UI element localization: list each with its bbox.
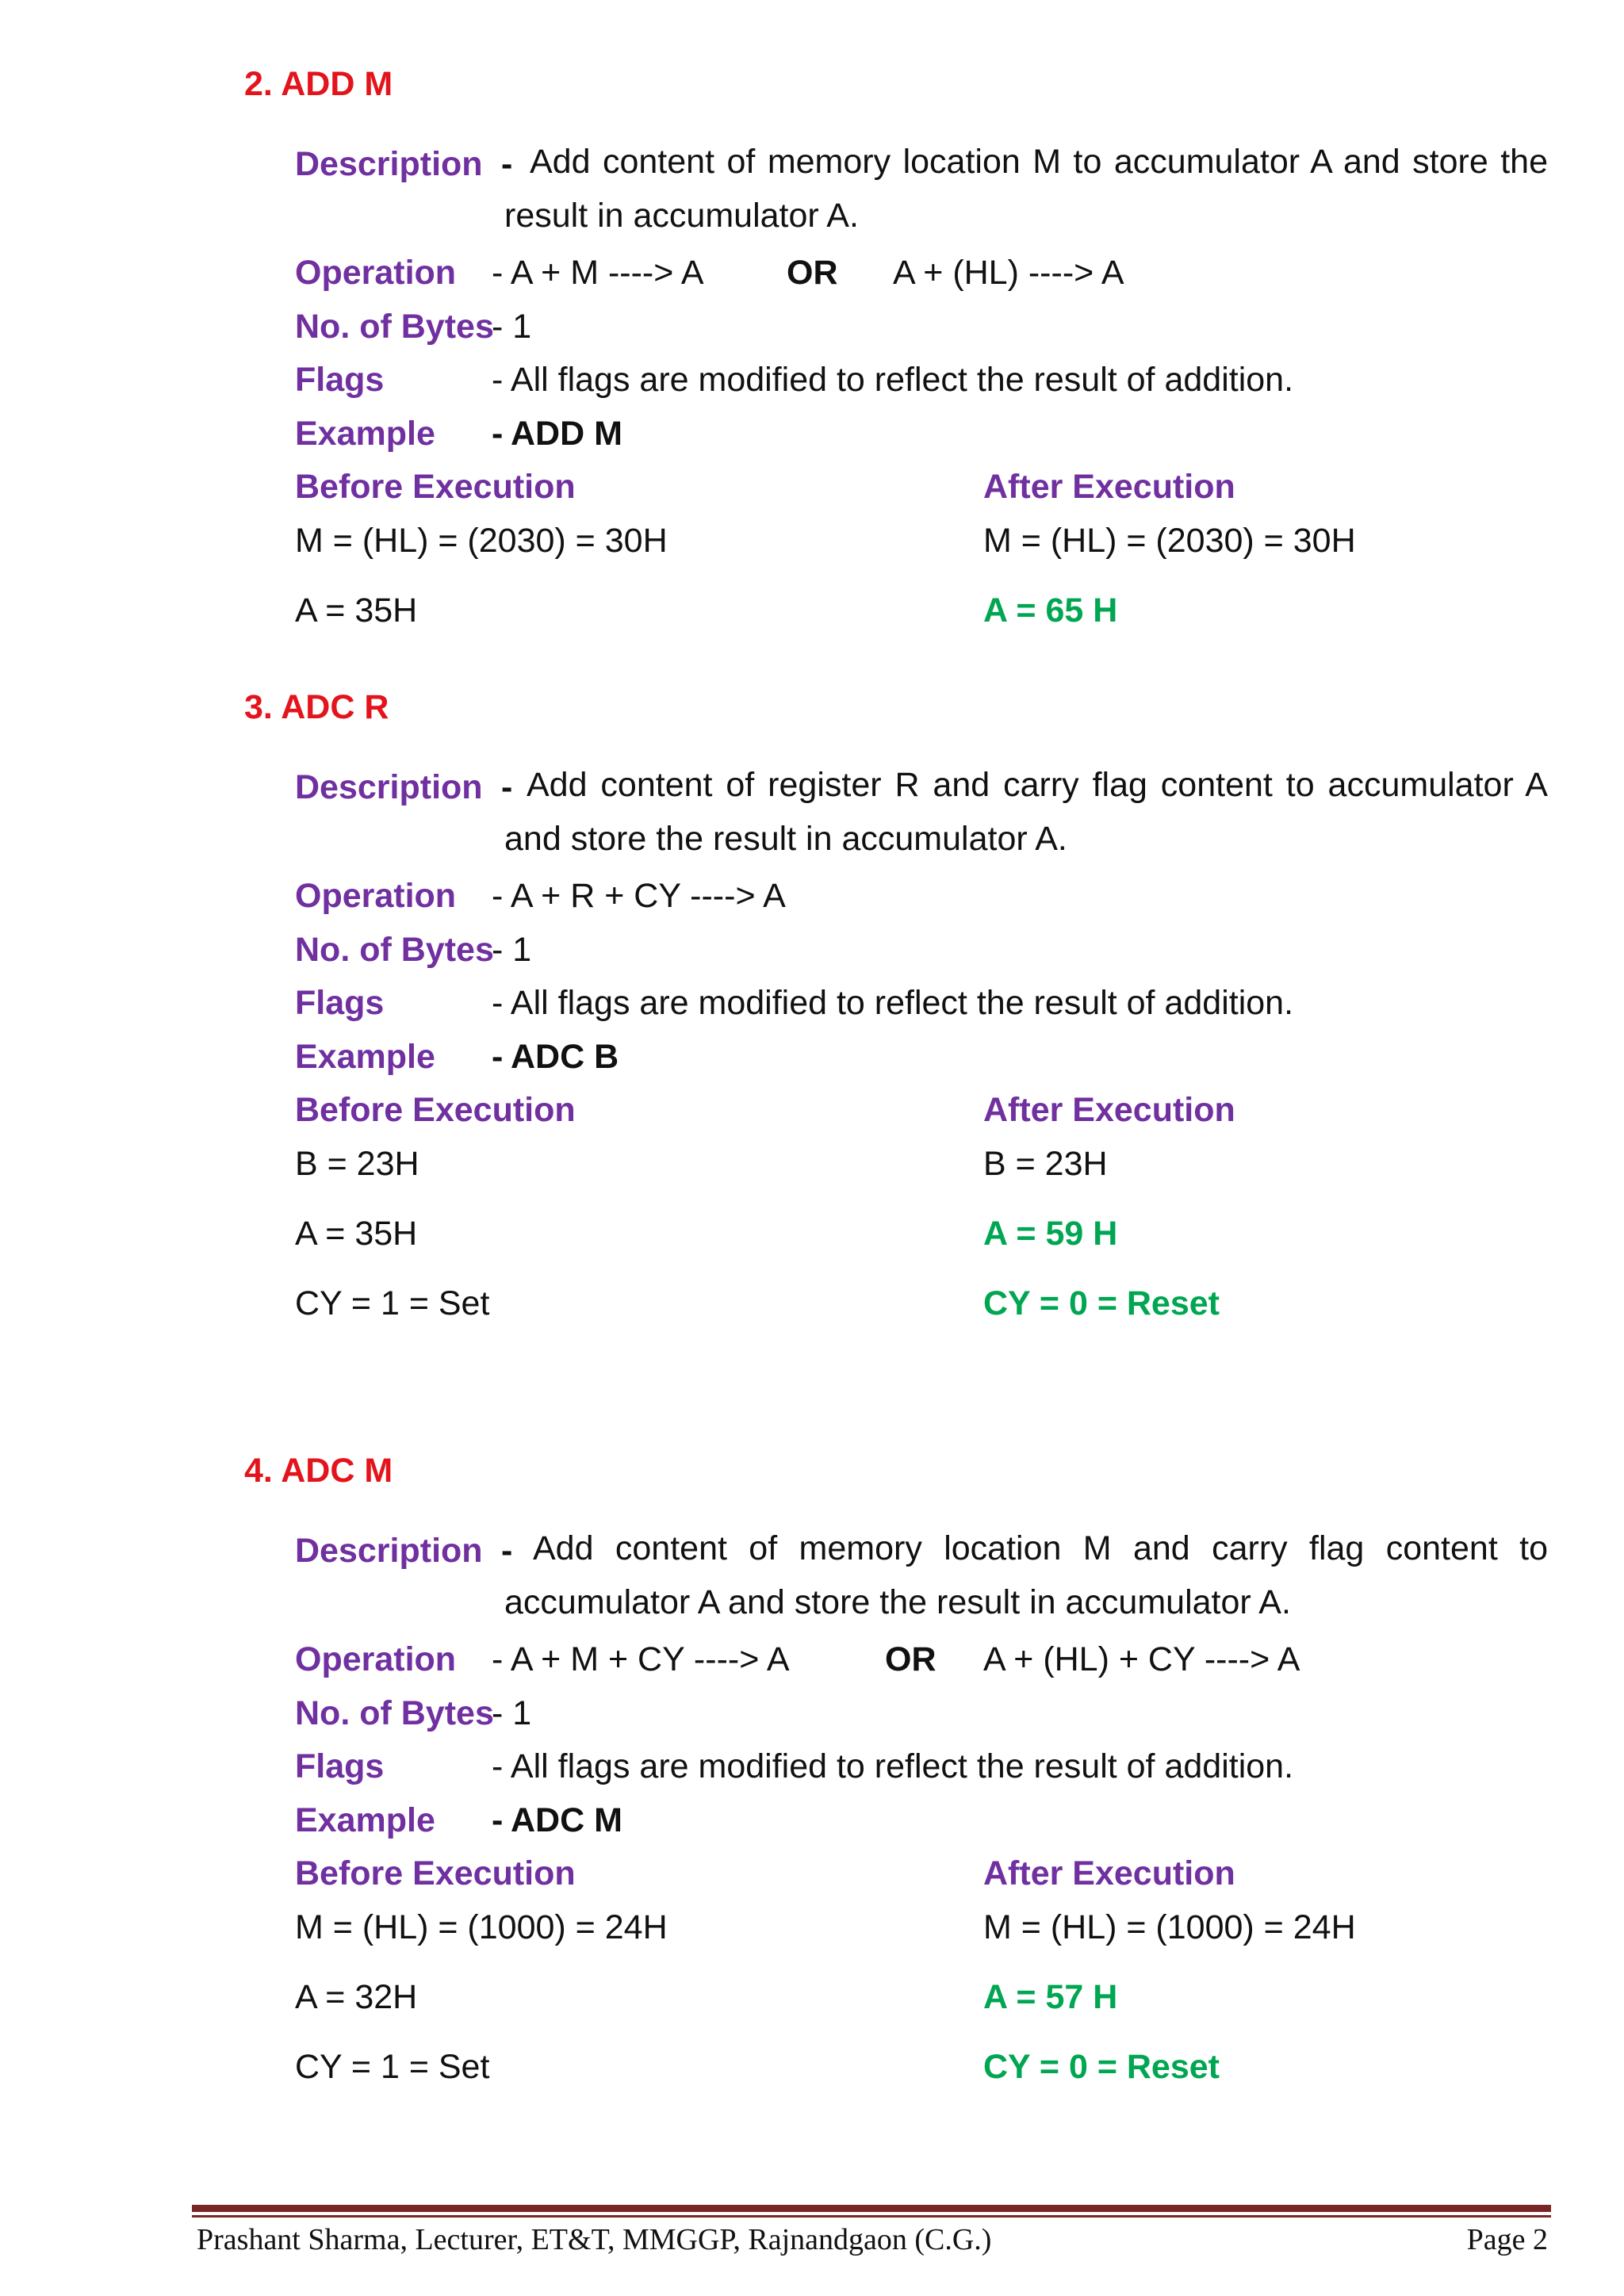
operation-or: OR xyxy=(885,1640,936,1678)
after-execution-label: After Execution xyxy=(983,1854,1235,1892)
example-value: ADD M xyxy=(511,415,622,453)
after-execution-label: After Execution xyxy=(983,1091,1235,1129)
flags-text: - All flags are modified to reflect the result of addition. xyxy=(492,1747,1294,1785)
flags-text: - All flags are modified to reflect the result of addition. xyxy=(492,361,1294,399)
after-execution-label: After Execution xyxy=(983,468,1235,506)
operation-label: Operation xyxy=(295,877,457,915)
description-label: Description xyxy=(295,1532,483,1570)
bytes-label: No. of Bytes xyxy=(295,308,494,346)
example-label: Example xyxy=(295,1038,435,1076)
description-text: Add content of register R and carry flag content to accumulator A and store the result in accumulator A. xyxy=(504,766,1548,858)
description-dash: - xyxy=(501,1532,513,1570)
after-row-result: CY = 0 = Reset xyxy=(983,1284,1220,1322)
flags-label: Flags xyxy=(295,1747,385,1785)
before-execution-label: Before Execution xyxy=(295,1854,576,1892)
bytes-value: - 1 xyxy=(492,931,532,969)
bytes-label: No. of Bytes xyxy=(295,1694,494,1732)
description-dash: - xyxy=(501,145,513,183)
description-text: Add content of memory location M and carry flag content to accumulator A and store the result in accumulator A. xyxy=(504,1529,1548,1621)
bytes-value: - 1 xyxy=(492,1694,532,1732)
section-heading: 3. ADC R xyxy=(244,688,389,726)
footer-author: Prashant Sharma, Lecturer, ET&T, MMGGP, Rajnandgaon (C.G.) xyxy=(197,2223,992,2256)
footer-rule-thick xyxy=(192,2205,1551,2212)
section-heading: 4. ADC M xyxy=(244,1452,393,1490)
example-label: Example xyxy=(295,1801,435,1839)
before-row: B = 23H xyxy=(295,1145,419,1183)
operation-text: - A + M ----> A xyxy=(492,254,704,292)
before-row: CY = 1 = Set xyxy=(295,2048,490,2086)
operation-alt: A + (HL) ----> A xyxy=(893,254,1124,292)
footer-page-number: Page 2 xyxy=(1466,2223,1548,2256)
description-text: Add content of memory location M to accumulator A and store the result in accumulator A. xyxy=(504,143,1548,235)
flags-label: Flags xyxy=(295,361,385,399)
before-execution-label: Before Execution xyxy=(295,1091,576,1129)
description-dash: - xyxy=(501,768,513,806)
before-row: A = 35H xyxy=(295,591,418,629)
before-row: CY = 1 = Set xyxy=(295,1284,490,1322)
after-row-result: A = 57 H xyxy=(983,1978,1118,2016)
bytes-label: No. of Bytes xyxy=(295,931,494,969)
example-value: ADC M xyxy=(511,1801,622,1839)
bytes-value: - 1 xyxy=(492,308,532,346)
before-row: A = 35H xyxy=(295,1215,418,1253)
example-label: Example xyxy=(295,415,435,453)
before-row: M = (HL) = (1000) = 24H xyxy=(295,1908,668,1946)
after-row: M = (HL) = (2030) = 30H xyxy=(983,522,1356,560)
after-row: B = 23H xyxy=(983,1145,1108,1183)
example-dash: - xyxy=(492,415,504,453)
before-row: A = 32H xyxy=(295,1978,418,2016)
operation-label: Operation xyxy=(295,254,457,292)
after-row-result: CY = 0 = Reset xyxy=(983,2048,1220,2086)
operation-label: Operation xyxy=(295,1640,457,1678)
flags-text: - All flags are modified to reflect the result of addition. xyxy=(492,984,1294,1022)
description-label: Description xyxy=(295,768,483,806)
after-row-result: A = 65 H xyxy=(983,591,1118,629)
description-label: Description xyxy=(295,145,483,183)
before-row: M = (HL) = (2030) = 30H xyxy=(295,522,668,560)
before-execution-label: Before Execution xyxy=(295,468,576,506)
example-dash: - xyxy=(492,1801,504,1839)
flags-label: Flags xyxy=(295,984,385,1022)
operation-text: - A + R + CY ----> A xyxy=(492,877,786,915)
operation-or: OR xyxy=(787,254,838,292)
example-dash: - xyxy=(492,1038,504,1076)
section-heading: 2. ADD M xyxy=(244,65,393,103)
operation-alt: A + (HL) + CY ----> A xyxy=(983,1640,1300,1678)
footer-rule-thin xyxy=(192,2215,1551,2218)
operation-text: - A + M + CY ----> A xyxy=(492,1640,790,1678)
after-row: M = (HL) = (1000) = 24H xyxy=(983,1908,1356,1946)
after-row-result: A = 59 H xyxy=(983,1215,1118,1253)
example-value: ADC B xyxy=(511,1038,619,1076)
